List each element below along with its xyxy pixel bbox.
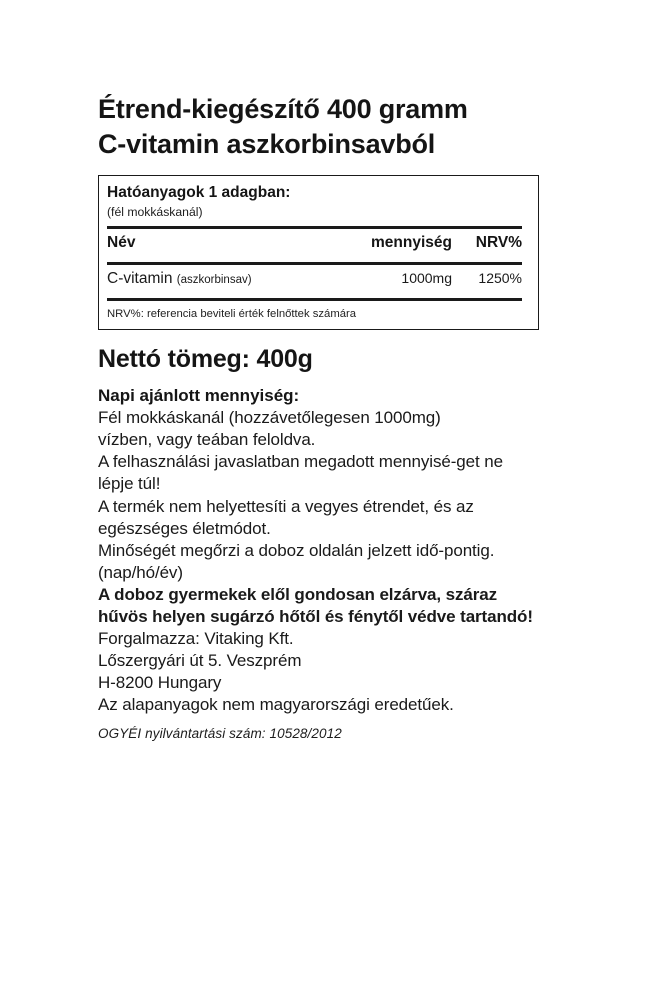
dosage-text [98,407,540,451]
page-title-line-2: C-vitamin aszkorbinsavból [98,129,436,160]
distributor-line-1: Forgalmazza: Vitaking Kft. [98,629,294,649]
ingredient-qualifier: (aszkorbinsav) [176,274,252,287]
label-content [98,92,540,741]
warning-not-substitute: A termék nem helyettesíti a vegyes étrendet, és az egészséges életmódot. [98,496,474,538]
page-title-line-1: Étrend-kiegészítő 400 gramm [98,94,468,124]
dosage-line-2: vízben, vagy teában feloldva. [98,430,316,450]
nrv-footnote: NRV%: referencia beviteli érték felnőttek számára [107,308,357,321]
distributor-line-2: Lőszergyári út 5. Veszprém [98,651,302,671]
ingredient-amount: 1000mg [401,270,452,287]
origin-statement: Az alapanyagok nem magyarországi eredetűek. [98,695,454,715]
ingredient-nrv: 1250% [478,270,522,287]
distributor-line-3: H-8200 Hungary [98,673,222,693]
warning-best-before: Minőségét megőrzi a doboz oldalán jelzett idő-pontig. (nap/hó/év) [98,540,495,582]
ingredient-name-cell [107,270,340,288]
page-title [98,92,540,162]
column-header-amount: mennyiség [371,234,452,252]
supplement-facts-table [98,175,539,330]
column-header-nrv: NRV% [475,234,522,252]
table-row [107,265,530,293]
warning-do-not-exceed: A felhasználási javaslatban megadott mennyisé-get ne lépje túl! [98,452,503,494]
column-header-name: Név [107,234,136,252]
warning-storage: A doboz gyermekek elől gondosan elzárva, száraz hűvös helyen sugárzó hőtől és fénytől védve tartandó! [98,584,533,626]
supplement-facts-heading: Hatóanyagok 1 adagban: [107,184,291,202]
distributor-address [98,628,540,694]
table-header-row [107,229,530,257]
registration-number: OGYÉI nyilvántartási szám: 10528/2012 [98,726,342,742]
serving-size: (fél mokkáskanál) [107,204,203,219]
dosage-line-1: Fél mokkáskanál (hozzávetőlegesen 1000mg) [98,408,441,428]
dosage-heading: Napi ajánlott mennyiség: [98,386,300,406]
ingredient-name: C-vitamin [107,270,173,288]
net-weight: Nettó tömeg: 400g [98,345,313,374]
